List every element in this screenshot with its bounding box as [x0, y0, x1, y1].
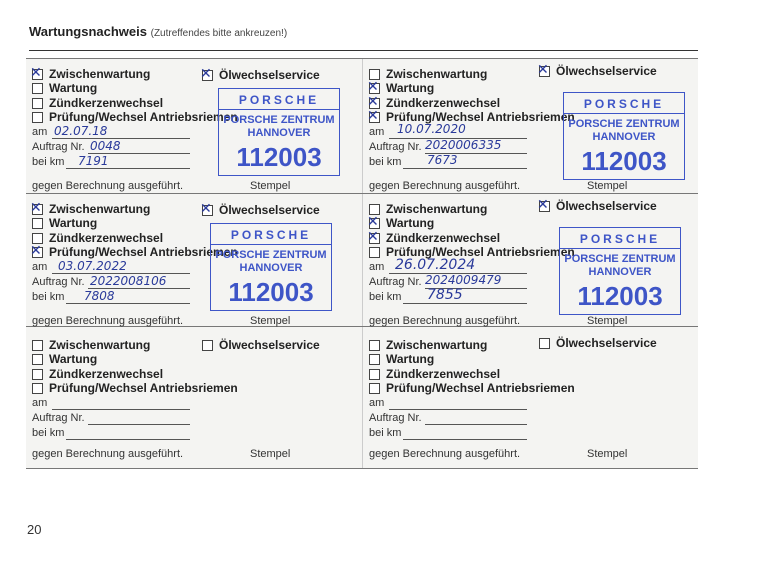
checkbox-oelwechsel[interactable]: ✕ Ölwechselservice	[539, 199, 657, 213]
auftrag-label: Auftrag Nr.	[369, 276, 422, 288]
page-title-subtitle: (Zutreffendes bitte ankreuzen!)	[150, 28, 288, 39]
km-label: bei km	[32, 291, 65, 303]
auftrag-label: Auftrag Nr.	[32, 276, 85, 288]
checkbox-wartung[interactable]: ✕ Wartung	[369, 81, 434, 95]
stempel-label: Stempel	[250, 180, 291, 192]
checkbox-zuendkerzen[interactable]: Zündkerzenwechsel	[32, 231, 163, 245]
checkbox-riemen[interactable]: ✕ Prüfung/Wechsel Antriebsriemen	[369, 110, 575, 124]
checkbox-box[interactable]	[32, 204, 43, 215]
checkbox-zwischenwartung[interactable]: ✕ Zwischenwartung	[32, 67, 150, 81]
date-line	[52, 409, 190, 410]
km-value: 7673	[427, 153, 458, 167]
km-line	[66, 303, 190, 304]
checkbox-oelwechsel[interactable]: Ölwechselservice	[202, 338, 320, 352]
checkbox-box[interactable]	[369, 112, 380, 123]
date-value: 26.07.2024	[395, 257, 476, 273]
date-value: 02.07.18	[54, 124, 108, 138]
checkbox-zwischenwartung[interactable]: Zwischenwartung	[32, 338, 150, 352]
footer-text: gegen Berechnung ausgeführt.	[369, 315, 521, 327]
checkbox-zuendkerzen[interactable]: Zündkerzenwechsel	[32, 367, 163, 381]
km-line	[403, 439, 527, 440]
service-entry-2	[363, 62, 693, 198]
checkbox-box[interactable]	[369, 354, 380, 365]
auftrag-label: Auftrag Nr.	[32, 141, 85, 153]
checkbox-box[interactable]	[369, 340, 380, 351]
km-line	[403, 168, 527, 169]
footer-text: gegen Berechnung ausgeführt.	[32, 180, 184, 192]
checkbox-box[interactable]	[369, 233, 380, 244]
checkbox-box[interactable]	[32, 218, 43, 229]
footer-text: gegen Berechnung ausgeführt.	[32, 448, 184, 460]
checkbox-riemen[interactable]: Prüfung/Wechsel Antriebsriemen	[369, 381, 575, 395]
auftrag-value: 2024009479	[425, 273, 502, 287]
stempel-label: Stempel	[587, 315, 628, 327]
stempel-label: Stempel	[250, 448, 291, 460]
checkbox-box[interactable]	[32, 383, 43, 394]
checkbox-wartung[interactable]: Wartung	[369, 352, 434, 366]
row-divider	[26, 58, 698, 59]
km-value: 7191	[78, 154, 109, 168]
checkbox-zwischenwartung[interactable]: ✕ Zwischenwartung	[32, 202, 150, 216]
auftrag-label: Auftrag Nr.	[32, 412, 85, 424]
date-label: am	[369, 397, 385, 409]
checkbox-riemen[interactable]: Prüfung/Wechsel Antriebsriemen	[369, 245, 575, 259]
checkbox-box[interactable]	[369, 247, 380, 258]
checkbox-oelwechsel[interactable]: Ölwechselservice	[539, 336, 657, 350]
stempel-label: Stempel	[587, 448, 628, 460]
auftrag-label: Auftrag Nr.	[369, 412, 422, 424]
checkbox-box[interactable]	[32, 354, 43, 365]
dealer-stamp: PORSCHE PORSCHE ZENTRUM HANNOVER 112003	[559, 227, 681, 315]
checkbox-box[interactable]	[32, 112, 43, 123]
checkbox-zuendkerzen[interactable]: Zündkerzenwechsel	[369, 367, 500, 381]
auftrag-line	[88, 424, 190, 425]
date-label: am	[369, 126, 385, 138]
checkbox-box[interactable]	[202, 340, 213, 351]
checkbox-box[interactable]	[369, 383, 380, 394]
checkbox-zuendkerzen[interactable]: Zündkerzenwechsel	[32, 96, 163, 110]
dealer-stamp: PORSCHE PORSCHE ZENTRUM HANNOVER 112003	[218, 88, 340, 176]
checkbox-box[interactable]	[539, 66, 550, 77]
checkbox-box[interactable]	[32, 369, 43, 380]
date-line	[52, 138, 190, 139]
date-line	[389, 409, 527, 410]
service-entry-3	[26, 197, 356, 333]
checkbox-oelwechsel[interactable]: ✕ Ölwechselservice	[202, 203, 320, 217]
page-title-main: Wartungsnachweis	[29, 24, 147, 39]
page-title	[29, 24, 287, 39]
km-label: bei km	[369, 156, 402, 168]
dealer-stamp: PORSCHE PORSCHE ZENTRUM HANNOVER 112003	[563, 92, 685, 180]
checkbox-box[interactable]	[32, 247, 43, 258]
checkbox-zuendkerzen[interactable]: ✕ Zündkerzenwechsel	[369, 96, 500, 110]
km-label: bei km	[369, 291, 402, 303]
checkbox-zuendkerzen[interactable]: ✕ Zündkerzenwechsel	[369, 231, 500, 245]
checkbox-box[interactable]	[202, 70, 213, 81]
checkbox-wartung[interactable]: Wartung	[32, 352, 97, 366]
auftrag-label: Auftrag Nr.	[369, 141, 422, 153]
date-value: 03.07.2022	[58, 259, 127, 273]
date-label: am	[32, 126, 48, 138]
auftrag-line	[425, 424, 527, 425]
service-entry-4	[363, 197, 693, 333]
date-label: am	[32, 397, 48, 409]
checkbox-riemen[interactable]: Prüfung/Wechsel Antriebsriemen	[32, 110, 238, 124]
date-label: am	[369, 261, 385, 273]
checkbox-box[interactable]	[32, 98, 43, 109]
km-line	[403, 303, 527, 304]
checkbox-zwischenwartung[interactable]: Zwischenwartung	[369, 202, 487, 216]
km-line	[66, 439, 190, 440]
page-number: 20	[27, 522, 42, 537]
checkbox-wartung[interactable]: ✕ Wartung	[369, 216, 434, 230]
footer-text: gegen Berechnung ausgeführt.	[369, 180, 521, 192]
auftrag-value: 2020006335	[425, 138, 502, 152]
checkbox-zwischenwartung[interactable]: Zwischenwartung	[369, 338, 487, 352]
service-entry-1	[26, 62, 356, 198]
checkbox-box[interactable]	[539, 338, 550, 349]
km-value: 7855	[427, 287, 463, 303]
service-entry-5	[26, 330, 356, 466]
date-value: 10.07.2020	[397, 122, 466, 136]
km-value: 7808	[84, 289, 115, 303]
checkbox-wartung[interactable]: Wartung	[32, 81, 97, 95]
dealer-stamp: PORSCHE PORSCHE ZENTRUM HANNOVER 112003	[210, 223, 332, 311]
date-label: am	[32, 261, 48, 273]
km-label: bei km	[32, 156, 65, 168]
km-line	[66, 168, 190, 169]
service-entry-6	[363, 330, 693, 466]
checkbox-oelwechsel[interactable]: ✕ Ölwechselservice	[202, 68, 320, 82]
checkbox-oelwechsel[interactable]: ✕ Ölwechselservice	[539, 64, 657, 78]
checkbox-box[interactable]	[32, 83, 43, 94]
checkbox-riemen[interactable]: Prüfung/Wechsel Antriebsriemen	[32, 381, 238, 395]
stempel-label: Stempel	[250, 315, 291, 327]
footer-text: gegen Berechnung ausgeführt.	[369, 448, 521, 460]
checkbox-box[interactable]	[32, 340, 43, 351]
checkbox-box[interactable]	[202, 205, 213, 216]
checkbox-box[interactable]	[369, 369, 380, 380]
stempel-label: Stempel	[587, 180, 628, 192]
checkbox-zwischenwartung[interactable]: Zwischenwartung	[369, 67, 487, 81]
footer-text: gegen Berechnung ausgeführt.	[32, 315, 184, 327]
checkbox-box[interactable]	[32, 69, 43, 80]
km-label: bei km	[369, 427, 402, 439]
row-divider	[26, 468, 698, 469]
km-label: bei km	[32, 427, 65, 439]
checkbox-box[interactable]	[539, 201, 550, 212]
checkbox-wartung[interactable]: Wartung	[32, 216, 97, 230]
heading-rule	[29, 50, 698, 51]
checkbox-riemen[interactable]: ✕ Prüfung/Wechsel Antriebsriemen	[32, 245, 238, 259]
auftrag-value: 0048	[90, 139, 121, 153]
auftrag-value: 2022008106	[90, 274, 167, 288]
